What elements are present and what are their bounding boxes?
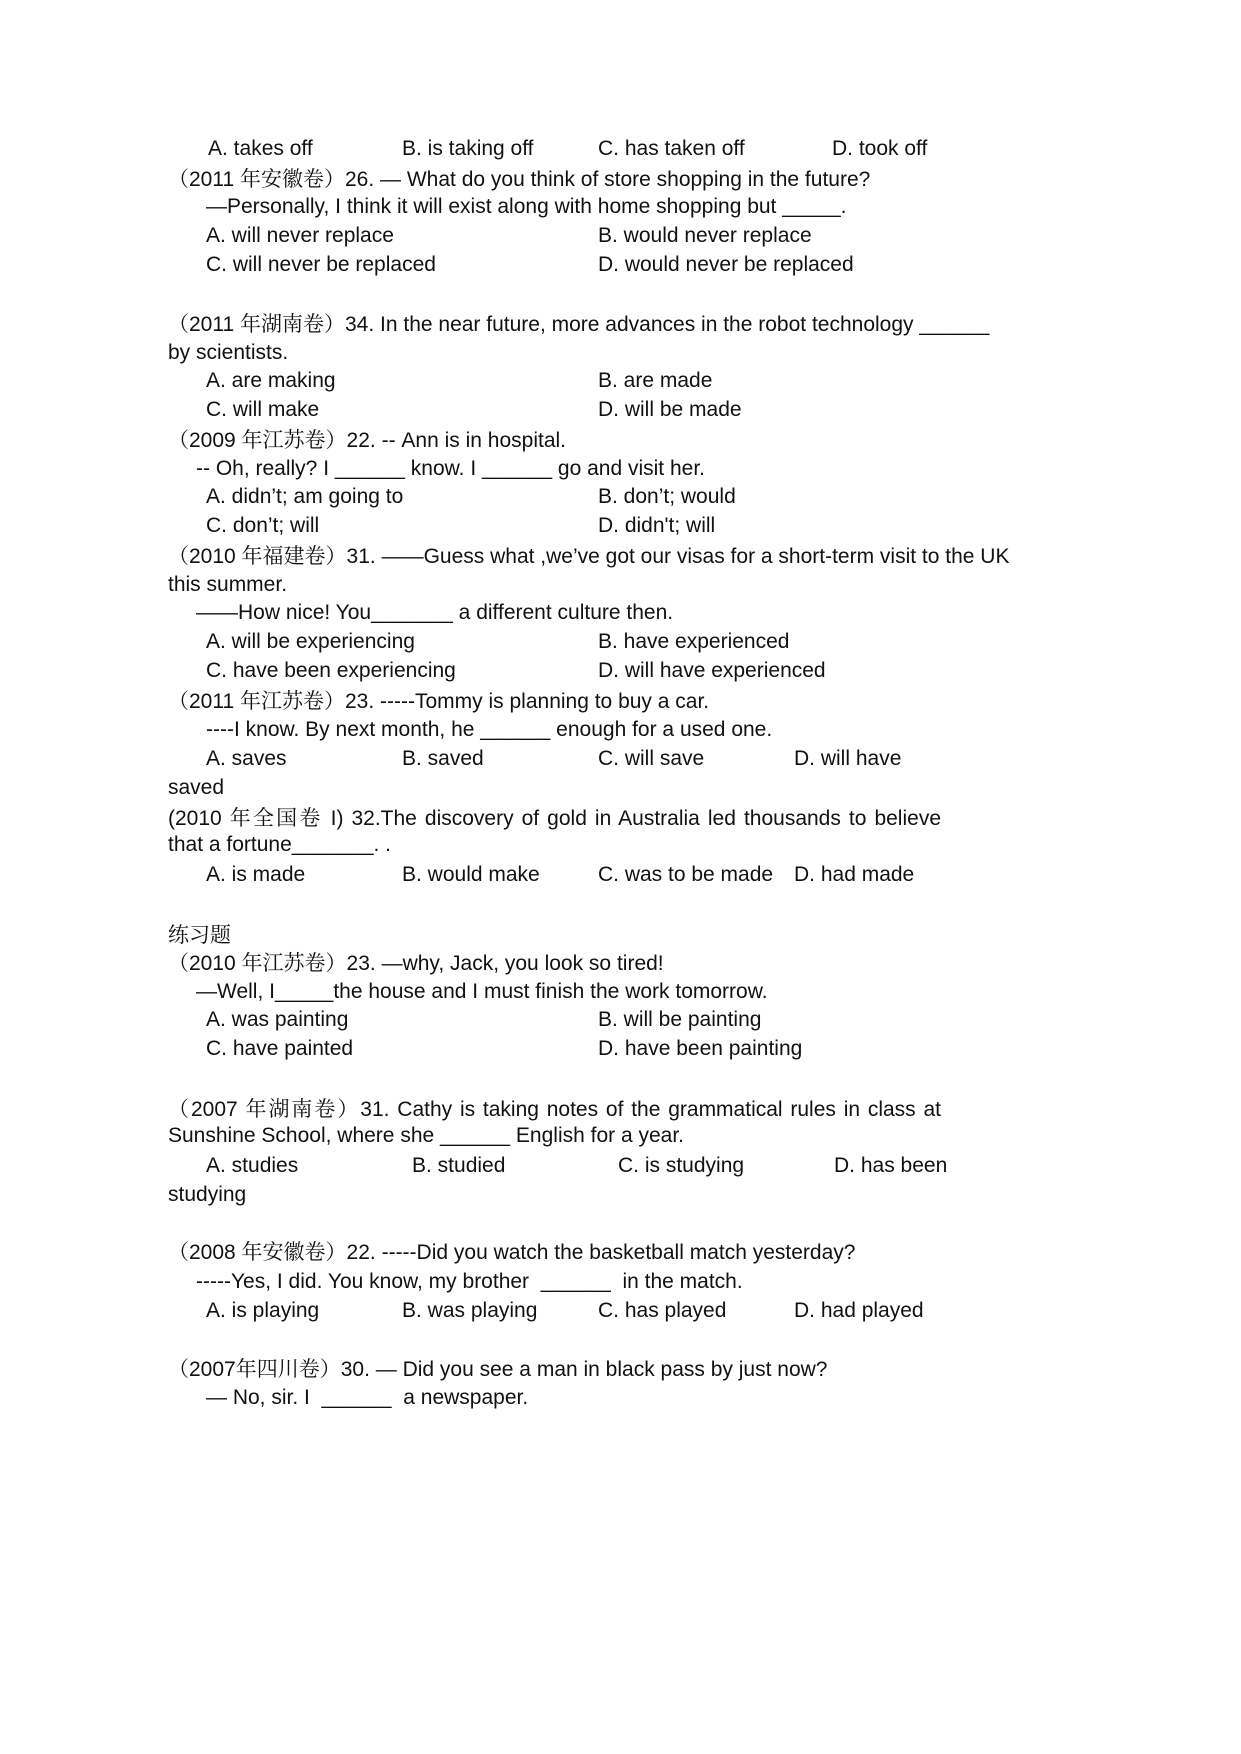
question-reply: -- Oh, really? I ______ know. I ______ go and visit her. [196, 457, 705, 480]
option-b: B. would make [402, 863, 540, 886]
option-a: A. didn’t; am going to [206, 485, 404, 508]
option-d: D. will be made [598, 398, 742, 421]
option-c: C. have painted [206, 1037, 354, 1060]
question-reply: —Personally, I think it will exist along with home shopping but _____. [206, 195, 847, 218]
option-b: B. are made [598, 369, 713, 392]
option-wrap-text: saved [168, 776, 225, 799]
option-c: C. has taken off [598, 137, 745, 160]
option-a: A. is made [206, 863, 306, 886]
option-c: C. don’t; will [206, 514, 320, 537]
section-heading: 练习题 [168, 924, 231, 947]
option-d: D. has been [834, 1154, 948, 1177]
option-a: A. takes off [208, 137, 313, 160]
option-c: C. is studying [618, 1154, 745, 1177]
option-a: A. is playing [206, 1299, 320, 1322]
question-reply: — No, sir. I ______ a newspaper. [206, 1386, 529, 1409]
question-reply: -----Yes, I did. You know, my brother ______ in the match. [196, 1270, 743, 1293]
option-b: B. don’t; would [598, 485, 736, 508]
option-c: C. have been experiencing [206, 659, 456, 682]
question-reply: ——How nice! You_______ a different culture then. [196, 601, 674, 624]
option-c: C. will never be replaced [206, 253, 436, 276]
option-b: B. was playing [402, 1299, 538, 1322]
option-a: A. will never replace [206, 224, 394, 247]
option-d: D. didn't; will [598, 514, 716, 537]
option-d: D. had made [794, 863, 915, 886]
option-d: D. have been painting [598, 1037, 803, 1060]
option-b: B. saved [402, 747, 484, 770]
question-stem: （2007 年湖南卷）31. Cathy is taking notes of the grammatical rules in class at Sunshine School, where she ______ English for a year. [168, 1098, 941, 1147]
option-b: B. is taking off [402, 137, 534, 160]
question-stem: （2011 年湖南卷）34. In the near future, more advances in the robot technology ______ [168, 313, 990, 336]
question-stem: （2011 年安徽卷）26. — What do you think of store shopping in the future? [168, 168, 871, 191]
question-stem: （2008 年安徽卷）22. -----Did you watch the basketball match yesterday? [168, 1241, 856, 1264]
option-b: B. will be painting [598, 1008, 762, 1031]
question-stem: （2009 年江苏卷）22. -- Ann is in hospital. [168, 429, 566, 452]
question-stem: （2011 年江苏卷）23. -----Tommy is planning to buy a car. [168, 690, 710, 713]
question-stem-continued: by scientists. [168, 341, 289, 364]
question-stem-continued: this summer. [168, 573, 288, 596]
option-b: B. studied [412, 1154, 506, 1177]
option-c: C. was to be made [598, 863, 774, 886]
question-stem: （2007年四川卷）30. — Did you see a man in black pass by just now? [168, 1358, 828, 1381]
option-d: D. took off [832, 137, 928, 160]
question-reply: ----I know. By next month, he ______ enough for a used one. [206, 718, 773, 741]
option-d: D. would never be replaced [598, 253, 854, 276]
option-b: B. would never replace [598, 224, 812, 247]
question-stem: (2010 年全国卷 I) 32.The discovery of gold in Australia led thousands to believe that a fortune_______. . [168, 807, 941, 856]
question-stem: （2010 年江苏卷）23. —why, Jack, you look so tired! [168, 952, 664, 975]
question-stem: （2010 年福建卷）31. ——Guess what ,we’ve got our visas for a short-term visit to the UK [168, 545, 1010, 568]
option-a: A. will be experiencing [206, 630, 415, 653]
option-c: C. will make [206, 398, 320, 421]
option-c: C. has played [598, 1299, 727, 1322]
option-a: A. saves [206, 747, 287, 770]
option-b: B. have experienced [598, 630, 790, 653]
option-a: A. studies [206, 1154, 299, 1177]
option-d: D. will have experienced [598, 659, 826, 682]
option-d: D. will have [794, 747, 902, 770]
option-a: A. was painting [206, 1008, 349, 1031]
option-c: C. will save [598, 747, 705, 770]
option-wrap-text: studying [168, 1183, 247, 1206]
option-d: D. had played [794, 1299, 924, 1322]
question-reply: —Well, I_____the house and I must finish the work tomorrow. [196, 980, 768, 1003]
option-a: A. are making [206, 369, 336, 392]
